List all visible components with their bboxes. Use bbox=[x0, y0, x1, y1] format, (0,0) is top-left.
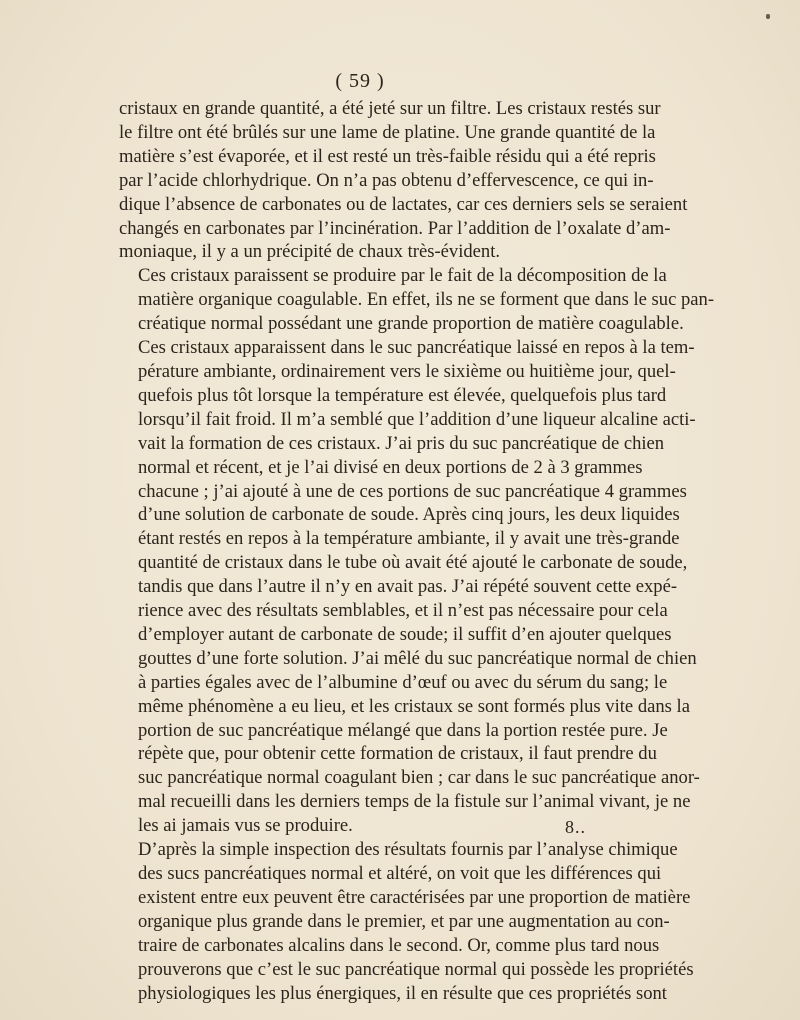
text-line: mal recueilli dans les derniers temps de la fistule sur l’animal vivant, je ne bbox=[138, 791, 691, 813]
text-line: quefois plus tôt lorsque la température est élevée, quelquefois plus tard bbox=[138, 384, 667, 406]
text-line: D’après la simple inspection des résultats fournis par l’analyse chimique bbox=[138, 839, 678, 861]
text-line: même phénomène a eu lieu, et les cristaux se sont formés plus vite dans la bbox=[138, 695, 690, 717]
ink-speck bbox=[766, 14, 770, 19]
paragraph-3 bbox=[119, 838, 694, 1005]
text-line: à parties égales avec de l’albumine d’œuf ou avec du sérum du sang; le bbox=[138, 671, 668, 693]
text-line: traire de carbonates alcalins dans le second. Or, comme plus tard nous bbox=[138, 934, 660, 956]
text-line: rience avec des résultats semblables, et il n’est pas nécessaire pour cela bbox=[138, 600, 668, 622]
text-line: des sucs pancréatiques normal et altéré, on voit que les différences qui bbox=[138, 863, 662, 884]
text-line: existent entre eux peuvent être caractérisées par une proportion de matière bbox=[138, 886, 691, 908]
text-line: tandis que dans l’autre il n’y en avait pas. J’ai répété souvent cette expé- bbox=[138, 576, 678, 598]
text-line: répète que, pour obtenir cette formation de cristaux, il faut prendre du bbox=[138, 743, 657, 765]
text-line: le filtre ont été brûlés sur une lame de platine. Une grande quantité de la bbox=[119, 121, 656, 143]
text-line: Ces cristaux paraissent se produire par le fait de la décomposition de la bbox=[138, 265, 667, 287]
text-line: cristaux en grande quantité, a été jeté sur un filtre. Les cristaux restés sur bbox=[119, 98, 661, 119]
text-line: vait la formation de ces cristaux. J’ai pris du suc pancréatique de chien bbox=[138, 432, 665, 454]
text-line: d’une solution de carbonate de soude. Après cinq jours, les deux liquides bbox=[138, 504, 680, 526]
text-line: quantité de cristaux dans le tube où avait été ajouté le carbonate de soude, bbox=[138, 552, 688, 574]
text-line: suc pancréatique normal coagulant bien ; car dans le suc pancréatique anor- bbox=[138, 767, 700, 789]
text-line: normal et récent, et je l’ai divisé en deux portions de 2 à 3 grammes bbox=[138, 456, 643, 478]
text-line: Ces cristaux apparaissent dans le suc pancréatique laissé en repos à la tem- bbox=[138, 337, 695, 359]
text-line: d’employer autant de carbonate de soude; il suffit d’en ajouter quelques bbox=[138, 623, 672, 645]
text-line: chacune ; j’ai ajouté à une de ces portions de suc pancréatique 4 grammes bbox=[138, 480, 687, 502]
text-line: étant restés en repos à la température ambiante, il y avait une très-grande bbox=[138, 528, 680, 550]
text-line: physiologiques les plus énergiques, il en résulte que ces propriétés sont bbox=[138, 982, 667, 1004]
text-line: matière organique coagulable. En effet, ils ne se forment que dans le suc pan- bbox=[138, 289, 715, 311]
text-line: les ai jamais vus se produire. bbox=[138, 815, 353, 837]
paragraph-1 bbox=[119, 97, 688, 264]
text-line: pérature ambiante, ordinairement vers le sixième ou huitième jour, quel- bbox=[138, 360, 676, 382]
text-line: changés en carbonates par l’incinération. Par l’addition de l’oxalate d’am- bbox=[119, 217, 671, 239]
body-text bbox=[119, 97, 715, 1005]
text-line: organique plus grande dans le premier, et par une augmentation au con- bbox=[138, 910, 670, 932]
paragraph-2 bbox=[119, 264, 715, 838]
text-line: portion de suc pancréatique mélangé que dans la portion restée pure. Je bbox=[138, 719, 668, 741]
text-line: créatique normal possédant une grande proportion de matière coagulable. bbox=[138, 313, 684, 335]
text-line: matière s’est évaporée, et il est resté un très-faible résidu qui a été repris bbox=[119, 145, 656, 167]
text-line: gouttes d’une forte solution. J’ai mêlé du suc pancréatique normal de chien bbox=[138, 647, 697, 669]
signature-mark: 8.. bbox=[565, 817, 586, 837]
text-line: par l’acide chlorhydrique. On n’a pas obtenu d’effervescence, ce qui in- bbox=[119, 169, 654, 191]
text-line: dique l’absence de carbonates ou de lactates, car ces derniers sels se seraient bbox=[119, 193, 688, 215]
text-line: moniaque, il y a un précipité de chaux très-évident. bbox=[119, 241, 501, 263]
text-line: lorsqu’il fait froid. Il m’a semblé que l’addition d’une liqueur alcaline acti- bbox=[138, 408, 696, 430]
page-number: ( 59 ) bbox=[335, 70, 385, 92]
text-line: prouverons que c’est le suc pancréatique normal qui possède les propriétés bbox=[138, 958, 694, 980]
